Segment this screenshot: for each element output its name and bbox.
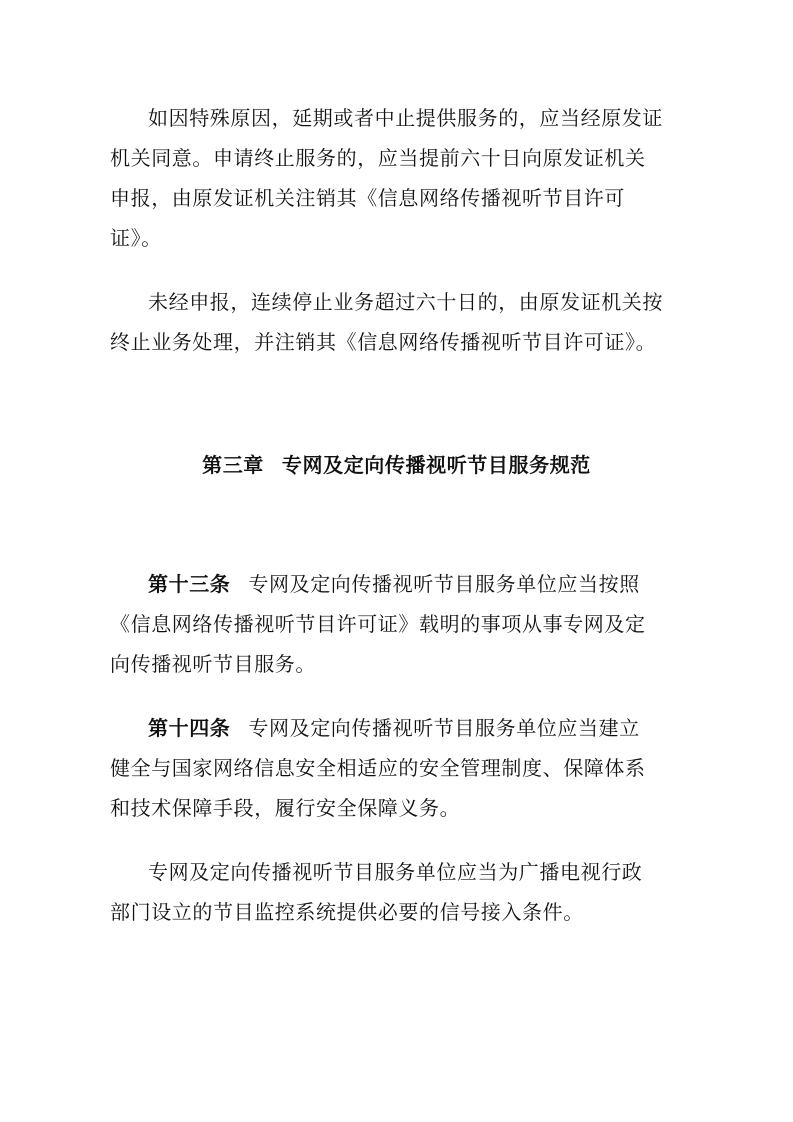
text-line: 机关同意。申请终止服务的，应当提前六十日向原发证机关 (110, 146, 646, 170)
text-line (148, 572, 640, 596)
article-text: 专网及定向传播视听节目服务单位应当按照 (248, 572, 640, 596)
chapter-heading (0, 453, 793, 477)
chapter-title: 专网及定向传播视听节目服务规范 (281, 453, 591, 477)
text-line: 未经申报，连续停止业务超过六十日的，由原发证机关按 (148, 290, 663, 314)
text-line: 向传播视听节目服务。 (110, 652, 316, 676)
text-line: 申报，由原发证机关注销其《信息网络传播视听节目许可 (110, 186, 625, 210)
chapter-number: 第三章 (202, 453, 264, 477)
text-line (148, 716, 640, 740)
article-label: 第十三条 (148, 572, 231, 596)
text-line: 终止业务处理，并注销其《信息网络传播视听节目许可证》。 (110, 330, 657, 354)
article-text: 专网及定向传播视听节目服务单位应当建立 (248, 716, 640, 740)
text-line: 健全与国家网络信息安全相适应的安全管理制度、保障体系 (110, 756, 646, 780)
text-line: 证》。 (110, 226, 162, 250)
text-line: 如因特殊原因，延期或者中止提供服务的，应当经原发证 (148, 106, 663, 130)
text-line: 和技术保障手段，履行安全保障义务。 (110, 796, 461, 820)
text-line: 《信息网络传播视听节目许可证》载明的事项从事专网及定 (110, 612, 646, 636)
article-label: 第十四条 (148, 716, 231, 740)
text-line: 专网及定向传播视听节目服务单位应当为广播电视行政 (148, 860, 643, 884)
text-line: 部门设立的节目监控系统提供必要的信号接入条件。 (110, 900, 584, 924)
